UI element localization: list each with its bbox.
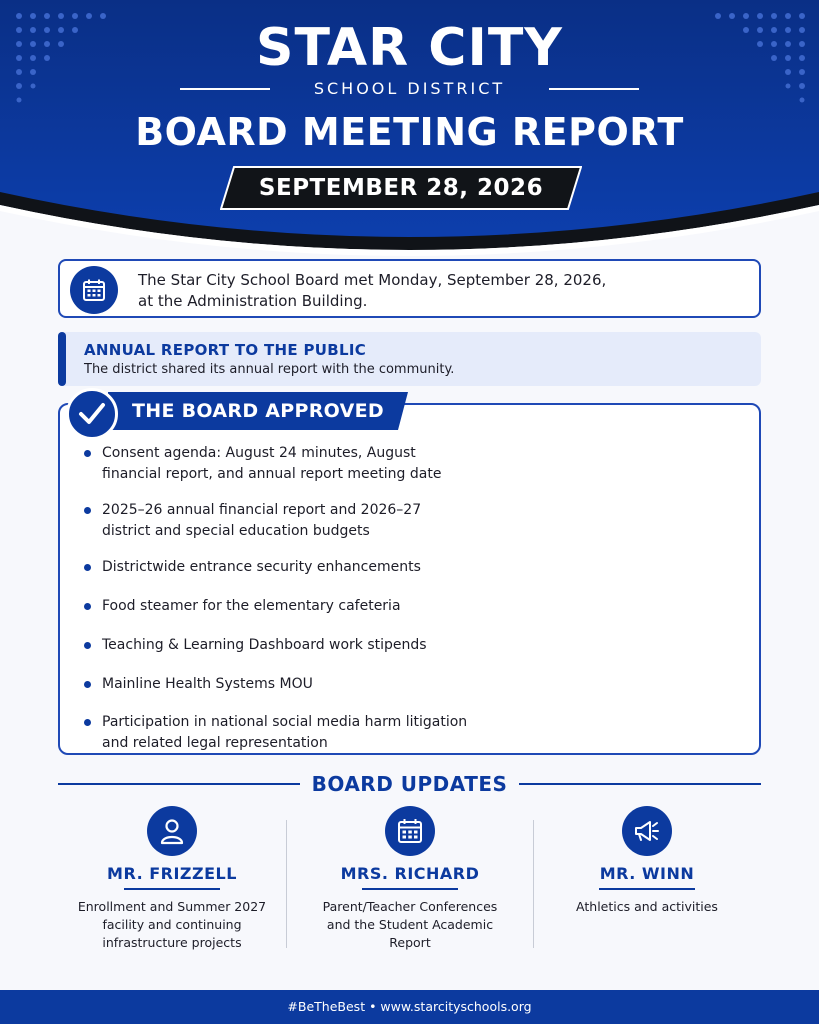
- member-description: Athletics and activities: [576, 899, 718, 914]
- board-updates-heading-row: [58, 770, 761, 798]
- list-item: Consent agenda: August 24 minutes, August financial report, and annual report meeting date: [84, 443, 524, 485]
- intro-text: [138, 270, 738, 312]
- list-item: Food steamer for the elementary cafeteria: [84, 596, 524, 617]
- intro-line-2: at the Administration Building.: [138, 292, 368, 310]
- checkmark-icon: [66, 388, 118, 440]
- subtitle-rule-left: [180, 88, 270, 90]
- member-name: MR. FRIZZELL: [107, 864, 237, 883]
- annual-report-section: [58, 332, 761, 386]
- calendar-icon: [385, 806, 435, 856]
- date-banner: [220, 166, 582, 210]
- board-updates-heading: BOARD UPDATES: [311, 772, 508, 796]
- annual-report-heading: ANNUAL REPORT TO THE PUBLIC: [84, 341, 367, 359]
- heading-rule-left: [58, 783, 300, 785]
- name-underline: [599, 888, 695, 890]
- meeting-date: SEPTEMBER 28, 2026: [258, 175, 544, 201]
- district-title: STAR CITY: [256, 18, 563, 78]
- approved-list: [84, 443, 524, 754]
- list-item: Mainline Health Systems MOU: [84, 674, 524, 695]
- name-underline: [362, 888, 458, 890]
- megaphone-icon: [622, 806, 672, 856]
- accent-bar: [58, 332, 66, 386]
- member-card-winn: [532, 806, 762, 916]
- member-description: Enrollment and Summer 2027 facility and continuing infrastructure projects: [77, 899, 267, 950]
- footer-text: #BeTheBest • www.starcityschools.org: [287, 999, 532, 1014]
- member-card-frizzell: [57, 806, 287, 952]
- heading-rule-right: [519, 783, 761, 785]
- list-item: Participation in national social media harm litigation and related legal representation: [84, 712, 524, 754]
- report-title: BOARD MEETING REPORT: [135, 110, 684, 154]
- district-subtitle: SCHOOL DISTRICT: [313, 79, 506, 98]
- intro-box: [58, 259, 761, 318]
- column-divider: [286, 820, 287, 948]
- footer: [0, 990, 819, 1024]
- list-item: Districtwide entrance security enhancements: [84, 557, 524, 578]
- intro-line-1: The Star City School Board met Monday, September 28, 2026,: [138, 271, 607, 289]
- person-icon: [147, 806, 197, 856]
- approved-heading: THE BOARD APPROVED: [132, 400, 384, 422]
- member-name: MRS. RICHARD: [340, 864, 480, 883]
- member-description: Parent/Teacher Conferences and the Student Academic Report: [322, 899, 498, 950]
- annual-report-description: The district shared its annual report with the community.: [84, 362, 455, 377]
- subtitle-row: [0, 79, 819, 98]
- name-underline: [124, 888, 220, 890]
- subtitle-rule-right: [549, 88, 639, 90]
- list-item: Teaching & Learning Dashboard work stipends: [84, 635, 524, 656]
- approved-heading-tab: [108, 392, 408, 430]
- header: [0, 0, 819, 260]
- list-item: 2025–26 annual financial report and 2026–27 district and special education budgets: [84, 500, 524, 542]
- member-card-richard: [295, 806, 525, 952]
- member-name: MR. WINN: [599, 864, 695, 883]
- calendar-icon: [70, 266, 118, 314]
